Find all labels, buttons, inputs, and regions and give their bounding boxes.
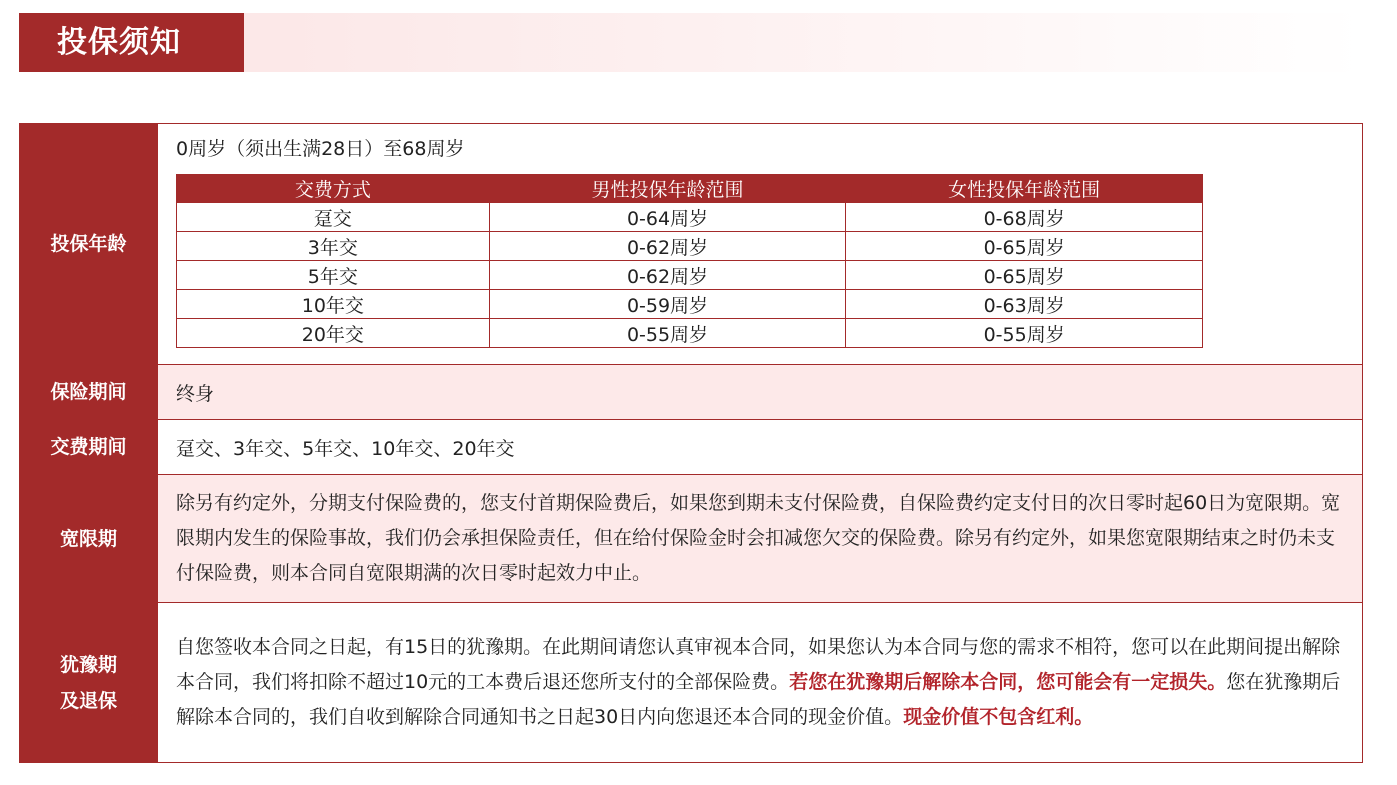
cooling-text-1: 自您签收本合同之日起，有15日的犹豫期。在此期间请您认真审视本合同，如果您认为本合同与您的需求不相符，您可以在此期间提出解除本合同，我们将扣除不超过10元的工本费后退还您所支付的全部保险费。 — [176, 636, 1341, 693]
age-range-table — [176, 174, 1203, 348]
row-label-cooling-line2: 及退保 — [59, 689, 117, 712]
row-age — [20, 124, 1362, 364]
table-row — [177, 261, 1203, 290]
table-cell: 0-68周岁 — [846, 203, 1203, 232]
table-cell: 0-65周岁 — [846, 261, 1203, 290]
cooling-paragraph — [176, 630, 1342, 735]
cooling-text-2: 您在犹豫期后解除本合同的，我们自收到解除合同通知书之日起30日内向您退还本合同的现金价值。 — [176, 671, 1341, 728]
table-cell: 0-64周岁 — [489, 203, 846, 232]
table-cell: 0-65周岁 — [846, 232, 1203, 261]
row-content-payment: 趸交、3年交、5年交、10年交、20年交 — [176, 437, 515, 460]
row-cooling — [20, 602, 1362, 762]
table-cell: 0-59周岁 — [489, 290, 846, 319]
page-title: 投保须知 — [19, 13, 244, 72]
row-content-cooling — [158, 603, 1362, 762]
table-row — [177, 290, 1203, 319]
table-cell: 3年交 — [177, 232, 490, 261]
table-cell: 10年交 — [177, 290, 490, 319]
table-cell: 5年交 — [177, 261, 490, 290]
row-label-grace: 宽限期 — [20, 475, 158, 602]
table-cell: 0-55周岁 — [489, 319, 846, 348]
row-label-age: 投保年龄 — [20, 124, 158, 364]
age-table-header: 男性投保年龄范围 — [489, 175, 846, 203]
row-payment — [20, 419, 1362, 474]
cooling-highlight-2: 现金价值不包含红利。 — [903, 706, 1094, 728]
age-intro: 0周岁（须出生满28日）至68周岁 — [176, 138, 465, 160]
table-cell: 0-63周岁 — [846, 290, 1203, 319]
row-label-cooling — [20, 603, 158, 762]
row-content-age — [158, 124, 1362, 364]
row-label-term: 保险期间 — [20, 365, 158, 419]
table-cell: 趸交 — [177, 203, 490, 232]
table-row — [177, 319, 1203, 348]
age-table-header: 女性投保年龄范围 — [846, 175, 1203, 203]
table-cell: 20年交 — [177, 319, 490, 348]
row-label-payment: 交费期间 — [20, 420, 158, 474]
notice-table — [19, 123, 1363, 763]
row-term — [20, 364, 1362, 419]
age-table-header: 交费方式 — [177, 175, 490, 203]
table-row — [177, 203, 1203, 232]
cooling-highlight-1: 若您在犹豫期后解除本合同，您可能会有一定损失。 — [789, 671, 1227, 693]
row-label-cooling-line1: 犹豫期 — [59, 653, 117, 676]
table-row — [177, 232, 1203, 261]
table-cell: 0-55周岁 — [846, 319, 1203, 348]
row-content-grace: 除另有约定外，分期支付保险费的，您支付首期保险费后，如果您到期未支付保险费，自保险费约定支付日的次日零时起60日为宽限期。宽限期内发生的保险事故，我们仍会承担保险责任，但在给付保险金时会扣减您欠交的保险费。除另有约定外，如果您宽限期结束之时仍未支付保险费，则本合同自宽限期满的次日零时起效力中止。 — [158, 475, 1362, 602]
row-grace — [20, 474, 1362, 602]
age-table-header-row — [177, 175, 1203, 203]
table-cell: 0-62周岁 — [489, 261, 846, 290]
row-content-term: 终身 — [158, 365, 1362, 419]
table-cell: 0-62周岁 — [489, 232, 846, 261]
